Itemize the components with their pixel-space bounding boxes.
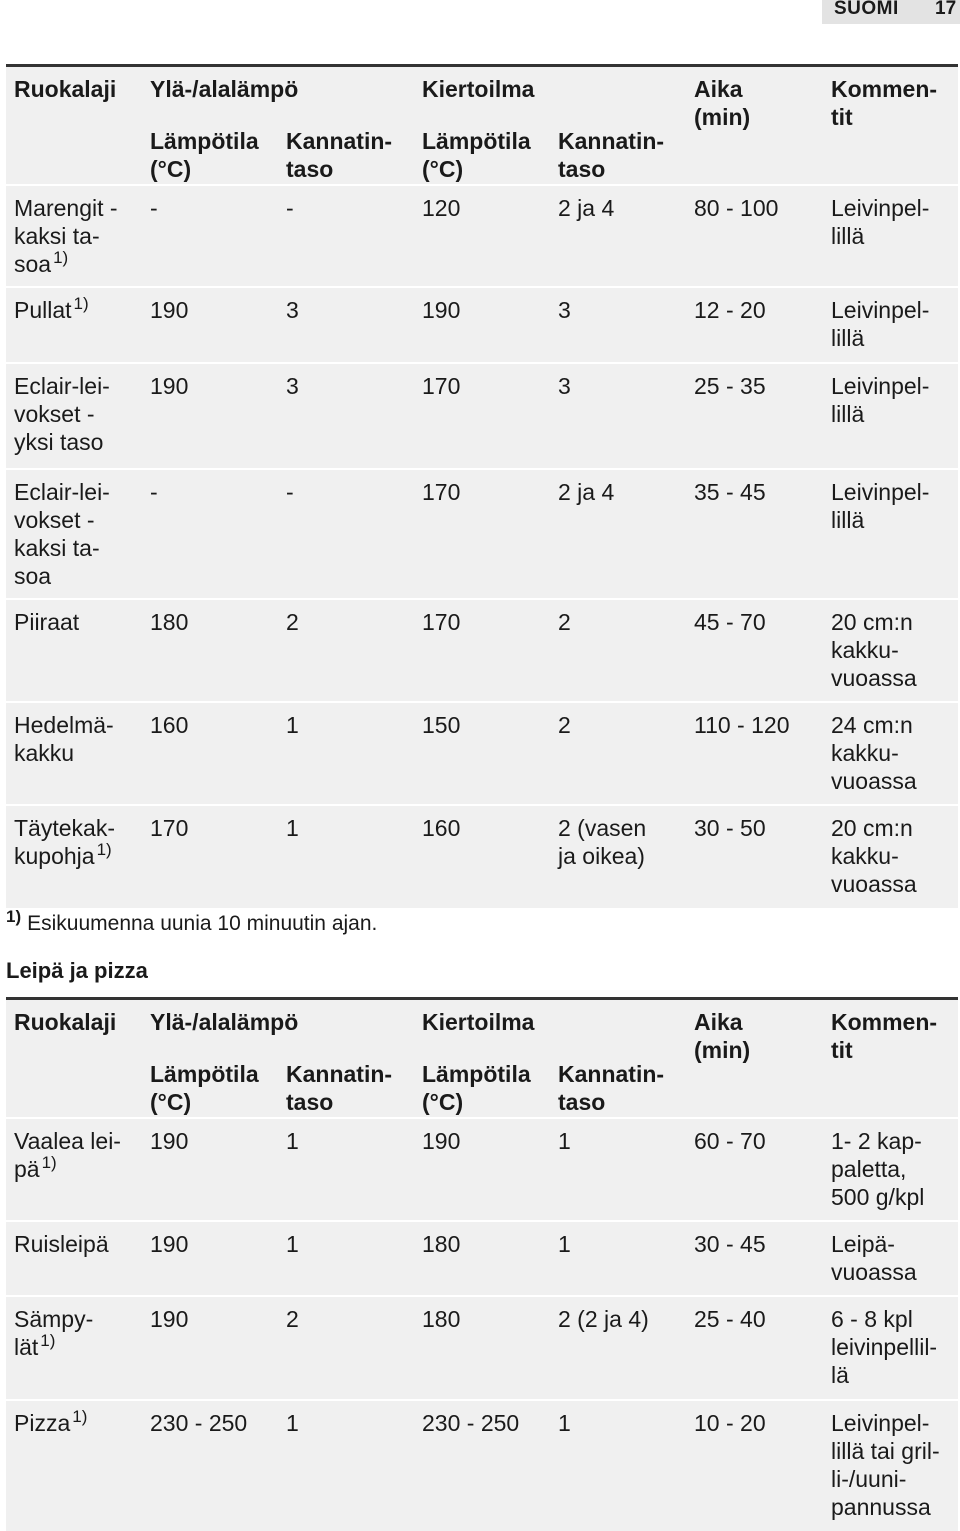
subheader-level: Kannatin- taso	[286, 1061, 393, 1115]
footnote-ref: 1)	[96, 840, 112, 859]
cell-food: Pizza $^{1)}$	[14, 1407, 88, 1436]
footnote-ref: 1)	[40, 1331, 56, 1350]
cell-food: Ruisleipä	[14, 1231, 109, 1257]
table-row	[6, 1399, 958, 1531]
cell-food: Eclair-lei- vokset - yksi taso	[14, 373, 110, 455]
cell-temp-top-bottom: -	[150, 479, 158, 505]
header-comments: Kommen- tit	[831, 1009, 938, 1063]
cell-comment: 20 cm:n kakku- vuoassa	[831, 815, 917, 897]
header-top-bottom-heat: Ylä-/alalämpö	[150, 1009, 299, 1035]
header-time: Aika (min)	[694, 76, 751, 130]
cell-time: 45 - 70	[694, 609, 766, 635]
cell-food: Vaalea lei- pä $^{1)}$	[14, 1128, 121, 1182]
cell-temp-top-bottom: 230 - 250	[150, 1410, 248, 1436]
cell-comment: 20 cm:n kakku- vuoassa	[831, 609, 917, 691]
cell-temp-fan: 170	[422, 479, 461, 505]
cell-comment: Leivinpel- lillä	[831, 373, 930, 427]
cell-food: Täytekak- kupohja $^{1)}$	[14, 815, 115, 869]
cell-temp-top-bottom: 190	[150, 1306, 189, 1332]
cell-temp-fan: 170	[422, 609, 461, 635]
cell-temp-fan: 230 - 250	[422, 1410, 520, 1436]
table-row	[6, 468, 958, 598]
table-row	[6, 598, 958, 701]
cell-level-fan: 1	[558, 1231, 571, 1257]
cell-temp-top-bottom: 180	[150, 609, 189, 635]
header-time: Aika (min)	[694, 1009, 751, 1063]
subheader-temperature: Lämpötila (°C)	[150, 1061, 259, 1115]
cell-food: Eclair-lei- vokset - kaksi ta- soa	[14, 479, 110, 589]
cell-level-top-bottom: 2	[286, 609, 299, 635]
header-top-bottom-heat: Ylä-/alalämpö	[150, 76, 299, 102]
header-fan-heat: Kiertoilma	[422, 1009, 535, 1035]
cell-temp-fan: 120	[422, 195, 461, 221]
footnote	[6, 907, 378, 936]
cell-food: Pullat $^{1)}$	[14, 294, 89, 323]
cell-comment: 6 - 8 kpl leivinpellil- lä	[831, 1306, 938, 1388]
cell-level-fan: 2 (2 ja 4)	[558, 1306, 649, 1332]
page-header	[0, 0, 960, 26]
cell-level-top-bottom: 1	[286, 1410, 299, 1436]
table-row	[6, 1117, 958, 1220]
cell-level-top-bottom: 1	[286, 1128, 299, 1154]
footnote-text: Esikuumenna uunia 10 minuutin ajan.	[27, 912, 378, 935]
footnote-ref: 1)	[53, 248, 69, 267]
header-food: Ruokalaji	[14, 76, 117, 102]
cell-comment: Leivinpel- lillä tai gril- li-/uuni- pannussa	[831, 1410, 940, 1520]
cell-temp-top-bottom: 170	[150, 815, 189, 841]
cell-temp-fan: 170	[422, 373, 461, 399]
cell-level-fan: 2 ja 4	[558, 479, 615, 505]
page-number: 17	[935, 0, 957, 19]
subheader-level: Kannatin- taso	[558, 128, 665, 182]
cell-temp-top-bottom: 190	[150, 1231, 189, 1257]
cell-time: 10 - 20	[694, 1410, 766, 1436]
cell-comment: 24 cm:n kakku- vuoassa	[831, 712, 917, 794]
header-fan-heat: Kiertoilma	[422, 76, 535, 102]
cell-temp-top-bottom: 190	[150, 297, 189, 323]
cell-time: 110 - 120	[694, 712, 790, 738]
cell-temp-fan: 160	[422, 815, 461, 841]
bread-pizza-table	[6, 997, 958, 1531]
cell-time: 30 - 45	[694, 1231, 766, 1257]
cell-level-top-bottom: 1	[286, 1231, 299, 1257]
footnote-mark: 1)	[6, 907, 22, 926]
table-row	[6, 184, 958, 286]
cell-level-top-bottom: -	[286, 195, 294, 221]
cell-level-fan: 1	[558, 1410, 571, 1436]
cell-comment: Leivinpel- lillä	[831, 195, 930, 249]
cell-temp-fan: 180	[422, 1231, 461, 1257]
cell-level-fan: 3	[558, 297, 571, 323]
subheader-temperature: Lämpötila (°C)	[422, 1061, 531, 1115]
cell-time: 60 - 70	[694, 1128, 766, 1154]
cell-temp-top-bottom: -	[150, 195, 158, 221]
baking-table	[6, 64, 958, 908]
cell-level-fan: 2	[558, 712, 571, 738]
footnote-ref: 1)	[72, 1407, 88, 1426]
footnote-ref: 1)	[73, 294, 89, 313]
cell-comment: 1- 2 kap- paletta, 500 g/kpl	[831, 1128, 925, 1210]
cell-food: Hedelmä- kakku	[14, 712, 114, 766]
cell-comment: Leipä- vuoassa	[831, 1231, 917, 1285]
cell-temp-fan: 180	[422, 1306, 461, 1332]
cell-level-top-bottom: 1	[286, 712, 299, 738]
header-comments: Kommen- tit	[831, 76, 938, 130]
cell-level-fan: 3	[558, 373, 571, 399]
subheader-temperature: Lämpötila (°C)	[422, 128, 531, 182]
cell-temp-fan: 150	[422, 712, 461, 738]
cell-level-top-bottom: 2	[286, 1306, 299, 1332]
cell-level-fan: 2 (vasen ja oikea)	[558, 815, 647, 869]
cell-level-fan: 1	[558, 1128, 571, 1154]
language-label: SUOMI	[834, 0, 899, 19]
cell-temp-top-bottom: 190	[150, 373, 189, 399]
cell-level-top-bottom: 3	[286, 297, 299, 323]
cell-level-top-bottom: -	[286, 479, 294, 505]
cell-time: 12 - 20	[694, 297, 766, 323]
table-row	[6, 1220, 958, 1295]
cell-food: Sämpy- lät $^{1)}$	[14, 1306, 94, 1360]
table-row	[6, 701, 958, 804]
cell-temp-top-bottom: 160	[150, 712, 189, 738]
cell-level-top-bottom: 1	[286, 815, 299, 841]
cell-level-fan: 2	[558, 609, 571, 635]
subheader-level: Kannatin- taso	[558, 1061, 665, 1115]
cell-temp-fan: 190	[422, 297, 461, 323]
cell-level-top-bottom: 3	[286, 373, 299, 399]
table-row	[6, 362, 958, 468]
table-row	[6, 286, 958, 362]
table-row	[6, 804, 958, 908]
cell-comment: Leivinpel- lillä	[831, 479, 930, 533]
subheader-level: Kannatin- taso	[286, 128, 393, 182]
cell-comment: Leivinpel- lillä	[831, 297, 930, 351]
section-title: Leipä ja pizza	[6, 958, 148, 983]
cell-temp-fan: 190	[422, 1128, 461, 1154]
cell-time: 80 - 100	[694, 195, 779, 221]
cell-time: 35 - 45	[694, 479, 766, 505]
cell-time: 30 - 50	[694, 815, 766, 841]
table-header-row	[6, 1000, 958, 1117]
table-row	[6, 1295, 958, 1399]
cell-time: 25 - 35	[694, 373, 766, 399]
cell-level-fan: 2 ja 4	[558, 195, 615, 221]
subheader-temperature: Lämpötila (°C)	[150, 128, 259, 182]
cell-temp-top-bottom: 190	[150, 1128, 189, 1154]
cell-time: 25 - 40	[694, 1306, 766, 1332]
table-header-row	[6, 67, 958, 184]
cell-food: Marengit - kaksi ta- soa $^{1)}$	[14, 195, 118, 277]
cell-food: Piiraat	[14, 609, 80, 635]
header-food: Ruokalaji	[14, 1009, 117, 1035]
footnote-ref: 1)	[41, 1153, 57, 1172]
